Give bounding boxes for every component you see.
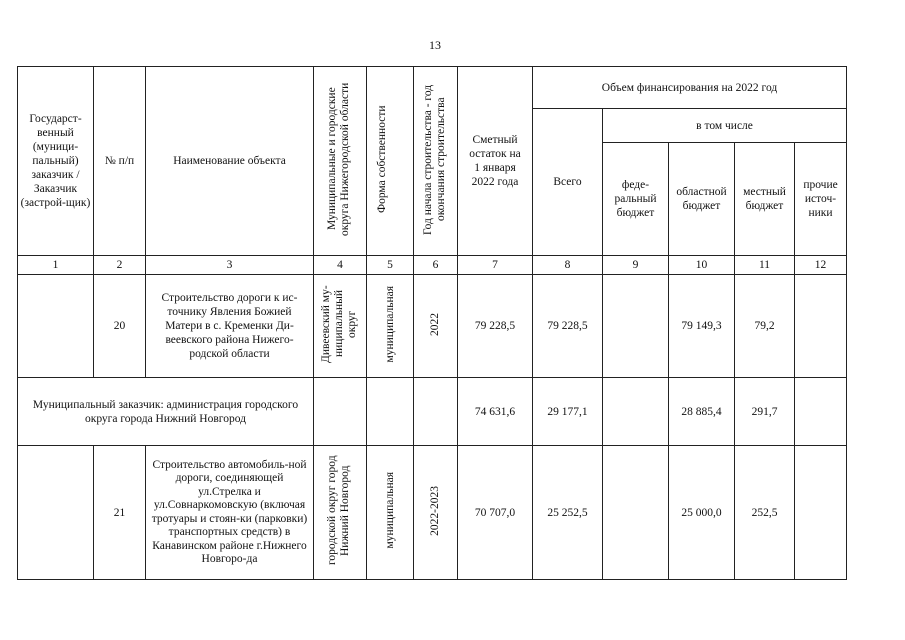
- customer-row-empty: [314, 378, 367, 446]
- header-including: в том числе: [603, 109, 847, 143]
- header-municipalities: Муниципальные и городские округа Нижегородской области: [326, 82, 351, 236]
- header-number: № п/п: [94, 67, 146, 256]
- row21-years-cell: [414, 446, 458, 580]
- row20-total: 79 228,5: [533, 275, 603, 378]
- row21-total: 25 252,5: [533, 446, 603, 580]
- row20-number: 20: [94, 275, 146, 378]
- row20-years-cell: [414, 275, 458, 378]
- row20-ownership-cell: [367, 275, 414, 378]
- column-number: 10: [669, 256, 735, 275]
- column-number: 12: [795, 256, 847, 275]
- row21-regional: 25 000,0: [669, 446, 735, 580]
- column-number: 3: [146, 256, 314, 275]
- row20-ownership: муниципальная: [383, 285, 396, 363]
- row20-regional: 79 149,3: [669, 275, 735, 378]
- header-total: Всего: [533, 109, 603, 256]
- row20-federal: [603, 275, 669, 378]
- column-number: 4: [314, 256, 367, 275]
- customer-row-empty: [414, 378, 458, 446]
- page-number: 13: [429, 38, 441, 52]
- column-number: 7: [458, 256, 533, 275]
- customer-row-estimated-balance: 74 631,6: [458, 378, 533, 446]
- column-number: 6: [414, 256, 458, 275]
- row21-other: [795, 446, 847, 580]
- row21-customer: [18, 446, 94, 580]
- row20-customer: [18, 275, 94, 378]
- row21-federal: [603, 446, 669, 580]
- header-financing-title: Объем финансирования на 2022 год: [533, 67, 847, 109]
- row20-estimated-balance: 79 228,5: [458, 275, 533, 378]
- row20-local: 79,2: [735, 275, 795, 378]
- table-row-20: [18, 275, 847, 378]
- column-number: 11: [735, 256, 795, 275]
- customer-row-federal: [603, 378, 669, 446]
- header-ownership: Форма собственности: [376, 105, 388, 213]
- header-federal: феде-ральный бюджет: [603, 143, 669, 256]
- column-number: 5: [367, 256, 414, 275]
- row20-years: 2022: [429, 312, 441, 336]
- header-customer: Государст-венный (муници-пальный) заказчик / Заказчик (застрой-щик): [18, 67, 94, 256]
- financing-table: [17, 66, 847, 580]
- customer-row-empty: [367, 378, 414, 446]
- header-municipalities-cell: [314, 67, 367, 256]
- row21-ownership: муниципальная: [383, 472, 396, 549]
- header-ownership-cell: [367, 67, 414, 256]
- customer-row-label: Муниципальный заказчик: администрация городского округа города Нижний Новгород: [18, 378, 314, 446]
- row20-municipality: Дивеевский му-ниципальный округ: [320, 285, 358, 363]
- row21-estimated-balance: 70 707,0: [458, 446, 533, 580]
- column-number: 1: [18, 256, 94, 275]
- column-number: 9: [603, 256, 669, 275]
- header-estimated-balance: Сметный остаток на 1 января 2022 года: [458, 67, 533, 256]
- row21-municipality-cell: [314, 446, 367, 580]
- table-row-21: [18, 446, 847, 580]
- customer-row-total: 29 177,1: [533, 378, 603, 446]
- header-local: местный бюджет: [735, 143, 795, 256]
- row21-years: 2022-2023: [429, 485, 441, 536]
- header-years-cell: [414, 67, 458, 256]
- customer-row-local: 291,7: [735, 378, 795, 446]
- row21-object-name: Строительство автомобиль-ной дороги, соединяющей ул.Стрелка и ул.Совнаркомовскую (включая тротуары и стоян-ки (парковки) транспортных средств) в Канавинском районе г.Нижнего Новгоро-да: [146, 446, 314, 580]
- row20-municipality-cell: [314, 275, 367, 378]
- column-number: 8: [533, 256, 603, 275]
- header-regional: областной бюджет: [669, 143, 735, 256]
- customer-row-regional: 28 885,4: [669, 378, 735, 446]
- row21-local: 252,5: [735, 446, 795, 580]
- header-row-1: [18, 67, 847, 109]
- header-object-name: Наименование объекта: [146, 67, 314, 256]
- header-other: прочие источ-ники: [795, 143, 847, 256]
- row20-other: [795, 275, 847, 378]
- row21-ownership-cell: [367, 446, 414, 580]
- row20-object-name: Строительство дороги к ис-точнику Явления Божией Матери в с. Кременки Ди-веевского района Нижего-родской области: [146, 275, 314, 378]
- header-years: Год начала строительства - год окончания строительства: [421, 83, 447, 235]
- row21-municipality: городской округ город Нижний Новгород: [326, 455, 351, 566]
- customer-row: [18, 378, 847, 446]
- row21-number: 21: [94, 446, 146, 580]
- customer-row-other: [795, 378, 847, 446]
- column-number-row: [18, 256, 847, 275]
- column-number: 2: [94, 256, 146, 275]
